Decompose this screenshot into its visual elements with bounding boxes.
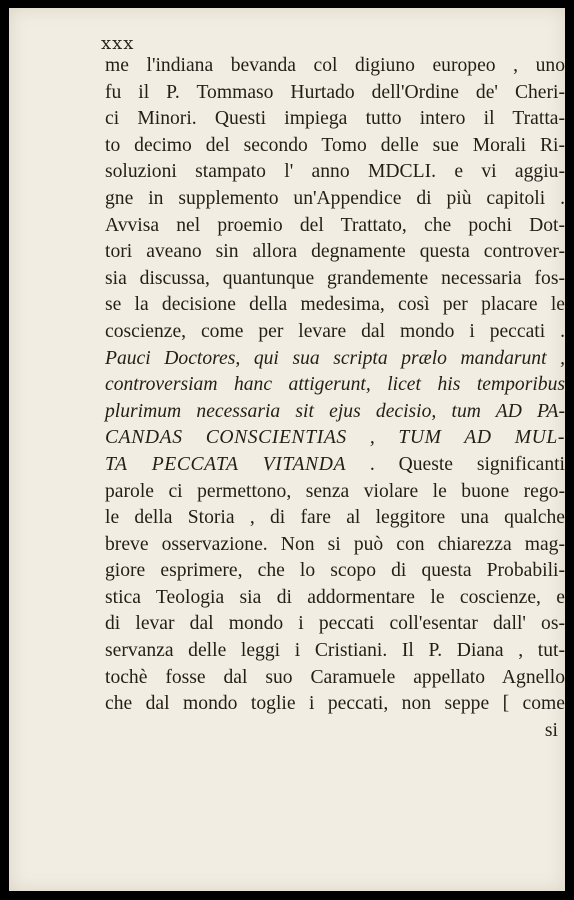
latin-quote-line: CANDAS CONSCIENTIAS , TUM AD MUL-	[105, 427, 565, 449]
text-line: ci Minori. Questi impiega tutto intero il Tratta-	[105, 108, 565, 130]
text-line: tochè fosse dal suo Caramuele appellato Agnello	[105, 666, 565, 688]
body-text	[105, 53, 565, 744]
text-line: breve osservazione. Non si può con chiarezza mag-	[105, 533, 565, 555]
text-line: servanza delle leggi i Cristiani. Il P. Diana , tut-	[105, 640, 565, 662]
text-line: sia discussa, quantunque grandemente necessaria fos-	[105, 267, 565, 289]
latin-quote-line: plurimum necessaria sit ejus decisio, tum AD PA-	[105, 400, 565, 422]
text-line: stica Teologia sia di addormentare le coscienze, e	[105, 586, 565, 608]
text-line: tori aveano sin allora degnamente questa controver-	[105, 241, 565, 263]
text-line: giore esprimere, che lo scopo di questa Probabili-	[105, 560, 565, 582]
mixed-line	[105, 452, 565, 479]
text-line: coscienze, come per levare dal mondo i peccati .	[105, 320, 565, 342]
page-number: xxx	[101, 33, 135, 54]
text-line: che dal mondo toglie i peccati, non seppe [ come	[105, 693, 565, 715]
text-line: fu il P. Tommaso Hurtado dell'Ordine de' Cheri-	[105, 81, 565, 103]
book-page	[9, 8, 565, 891]
text-line: parole ci permettono, senza violare le buone rego-	[105, 480, 565, 502]
catchword: si	[544, 719, 558, 741]
latin-quote-line: controversiam hanc attigerunt, licet his temporibus	[105, 374, 565, 396]
text-line: se la decisione della medesima, così per placare le	[105, 294, 565, 316]
text-line: le della Storia , di fare al leggitore una qualche	[105, 507, 565, 529]
latin-quote-fragment: TA PECCATA VITANDA	[105, 453, 347, 475]
text-line: soluzioni stampato l' anno MDCLI. e vi aggiu-	[105, 161, 565, 183]
text-line: me l'indiana bevanda col digiuno europeo , uno	[105, 55, 565, 76]
text-line: Avvisa nel proemio del Trattato, che pochi Dot-	[105, 214, 565, 236]
text-line: di levar dal mondo i peccati coll'esentar dall' os-	[105, 613, 565, 635]
text-fragment: . Queste significanti	[346, 453, 566, 475]
text-line: to decimo del secondo Tomo delle sue Morali Ri-	[105, 134, 565, 156]
text-line: gne in supplemento un'Appendice di più capitoli .	[105, 187, 565, 209]
latin-quote-line: Pauci Doctores, qui sua scripta prælo mandarunt ,	[105, 347, 565, 369]
